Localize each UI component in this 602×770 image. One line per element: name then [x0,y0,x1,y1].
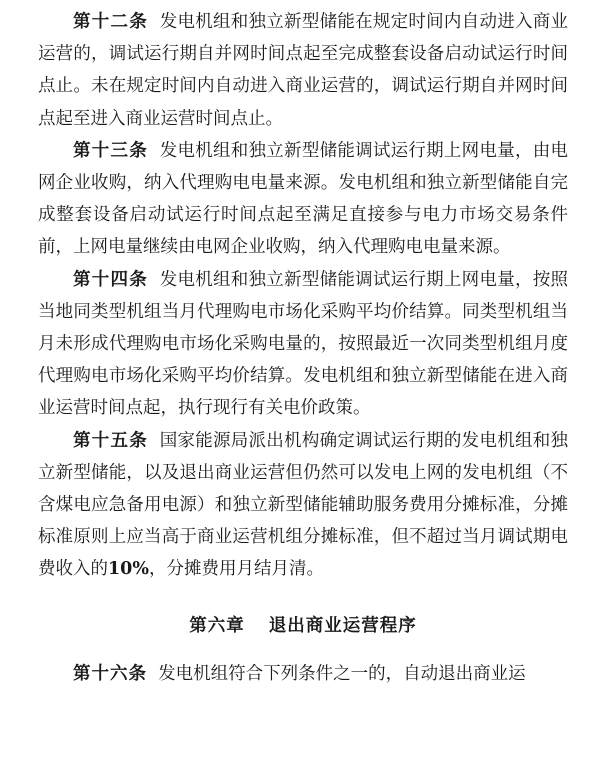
article-15 [38,425,568,586]
article-14 [38,264,568,425]
article-12 [38,6,568,135]
chapter-heading [38,586,568,658]
article-13-number: 第十三条 [73,140,149,161]
article-15-text-after: ，分摊费用月结月清。 [148,559,324,580]
chapter-title: 退出商业运营程序 [268,615,417,636]
article-13-text: 发电机组和独立新型储能调试运行期上网电量，由电网企业收购，纳入代理购电电量来源。发电机组和独立新型储能自完成整套设备启动试运行时间点起至满足直接参与电力市场交易条件前，上网电量继续由电网企业收购，纳入代理购电电量来源。 [38,140,568,258]
article-12-text: 发电机组和独立新型储能在规定时间内自动进入商业运营的，调试运行期自并网时间点起至完成整套设备启动试运行时间点止。未在规定时间内自动进入商业运营的，调试运行期自并网时间点起至进入商业运营时间点止。 [38,12,568,129]
article-15-number: 第十五条 [73,430,149,451]
article-14-text: 发电机组和独立新型储能调试运行期上网电量，按照当地同类型机组当月代理购电市场化采购平均价结算。同类型机组当月未形成代理购电市场化采购电量的，按照最近一次同类型机组月度代理购电市场化采购平均价结算。发电机组和独立新型储能在进入商业运营时间点起，执行现行有关电价政策。 [38,269,568,419]
article-14-number: 第十四条 [73,269,149,290]
article-13 [38,135,568,264]
article-12-number: 第十二条 [73,12,149,32]
article-15-percent: 10% [108,559,149,580]
article-15-text-before: 国家能源局派出机构确定调试运行期的发电机组和独立新型储能，以及退出商业运营但仍然可以发电上网的发电机组（不含煤电应急备用电源）和独立新型储能辅助服务费用分摊标准，分摊标准原则上应当高于商业运营机组分摊标准，但不超过当月调试期电费收入的 [38,430,568,580]
article-16 [38,658,568,690]
article-16-number: 第十六条 [73,663,147,684]
article-16-text: 发电机组符合下列条件之一的，自动退出商业运 [158,663,526,684]
chapter-number: 第六章 [189,615,245,636]
